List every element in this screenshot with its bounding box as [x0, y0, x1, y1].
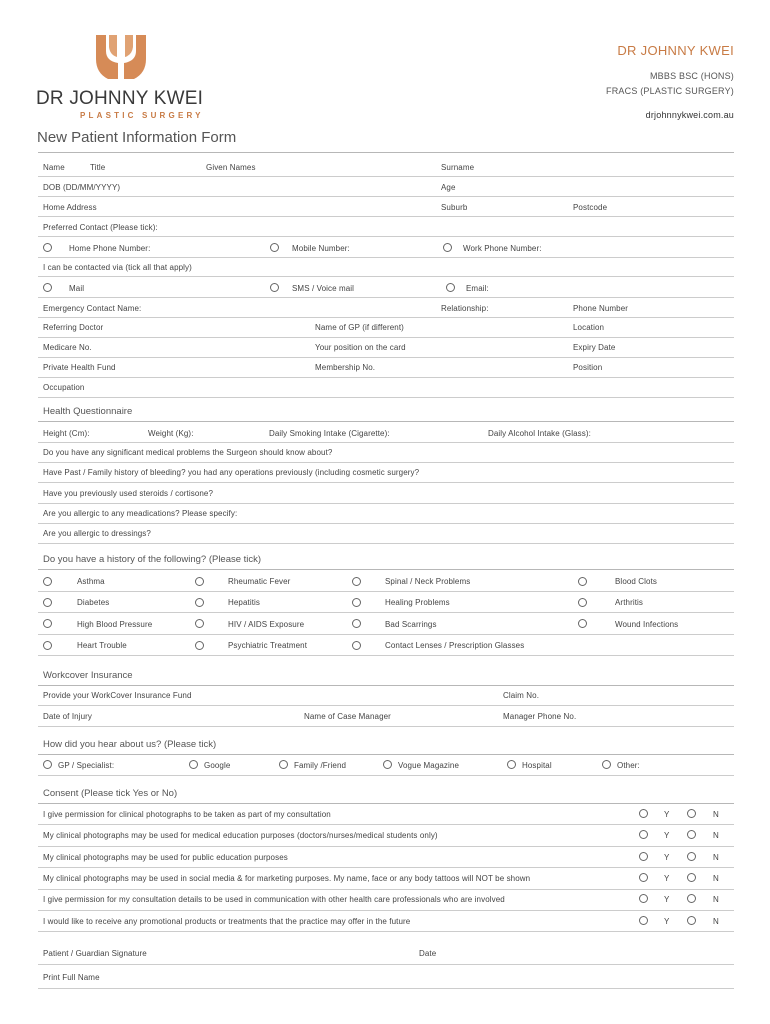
question-medical-problems: Do you have any significant medical problems the Surgeon should know about?: [43, 448, 333, 457]
title-label: Title: [90, 163, 106, 172]
psychiatric-checkbox[interactable]: [195, 641, 204, 650]
occupation-label: Occupation: [43, 383, 85, 392]
hospital-checkbox[interactable]: [507, 760, 516, 769]
hepatitis-checkbox[interactable]: [195, 598, 204, 607]
question-medication-allergy: Are you allergic to any meadications? Please specify:: [43, 509, 238, 518]
consent-yes-radio[interactable]: [639, 916, 648, 925]
section-divider: [38, 421, 734, 422]
diabetes-checkbox[interactable]: [43, 598, 52, 607]
row-divider: [38, 655, 734, 656]
healing-problems-checkbox[interactable]: [352, 598, 361, 607]
sms-checkbox[interactable]: [270, 283, 279, 292]
google-label: Google: [204, 761, 231, 770]
history-rheumatic-fever: Rheumatic Fever: [228, 577, 291, 586]
consent-no-label: N: [713, 895, 719, 904]
consent-yes-label: Y: [664, 810, 670, 819]
referring-doctor-label: Referring Doctor: [43, 323, 104, 332]
brand-logo-subtitle: PLASTIC SURGERY: [80, 111, 204, 120]
history-heart-trouble: Heart Trouble: [77, 641, 127, 650]
consent-item: My clinical photographs may be used for medical education purposes (doctors/nurses/medical students only): [43, 831, 438, 840]
signature-label: Patient / Guardian Signature: [43, 949, 147, 958]
row-divider: [38, 317, 734, 318]
row-divider: [38, 964, 734, 965]
gp-specialist-checkbox[interactable]: [43, 760, 52, 769]
row-divider: [38, 726, 734, 727]
history-blood-clots: Blood Clots: [615, 577, 658, 586]
family-friend-label: Family /Friend: [294, 761, 347, 770]
history-hiv: HIV / AIDS Exposure: [228, 620, 305, 629]
hospital-label: Hospital: [522, 761, 552, 770]
consent-item: I give permission for clinical photographs to be taken as part of my consultation: [43, 810, 331, 819]
name-label: Name: [43, 163, 65, 172]
location-label: Location: [573, 323, 605, 332]
smoking-label: Daily Smoking Intake (Cigarette):: [269, 429, 390, 438]
consent-yes-radio[interactable]: [639, 830, 648, 839]
consent-yes-label: Y: [664, 917, 670, 926]
consent-yes-radio[interactable]: [639, 852, 648, 861]
alcohol-label: Daily Alcohol Intake (Glass):: [488, 429, 591, 438]
history-bad-scarrings: Bad Scarrings: [385, 620, 437, 629]
vogue-label: Vogue Magazine: [398, 761, 460, 770]
row-divider: [38, 196, 734, 197]
postcode-label: Postcode: [573, 203, 608, 212]
google-checkbox[interactable]: [189, 760, 198, 769]
membership-label: Membership No.: [315, 363, 376, 372]
consent-no-radio[interactable]: [687, 852, 696, 861]
row-divider: [38, 523, 734, 524]
row-divider: [38, 931, 734, 932]
consent-yes-radio[interactable]: [639, 873, 648, 882]
injury-date-label: Date of Injury: [43, 712, 92, 721]
heart-trouble-checkbox[interactable]: [43, 641, 52, 650]
section-divider: [38, 803, 734, 804]
consent-no-radio[interactable]: [687, 830, 696, 839]
history-psychiatric: Psychiatric Treatment: [228, 641, 308, 650]
vogue-checkbox[interactable]: [383, 760, 392, 769]
work-phone-label: Work Phone Number:: [463, 244, 542, 253]
consent-yes-label: Y: [664, 853, 670, 862]
arthritis-checkbox[interactable]: [578, 598, 587, 607]
consent-item: I give permission for my consultation details to be used in communication with other health care professionals who are involved: [43, 895, 505, 904]
row-divider: [38, 337, 734, 338]
consent-no-radio[interactable]: [687, 894, 696, 903]
sms-label: SMS / Voice mail: [292, 284, 355, 293]
history-contact-lenses: Contact Lenses / Prescription Glasses: [385, 641, 525, 650]
row-divider: [38, 503, 734, 504]
history-high-blood-pressure: High Blood Pressure: [77, 620, 153, 629]
wound-infections-checkbox[interactable]: [578, 619, 587, 628]
email-checkbox[interactable]: [446, 283, 455, 292]
contact-lenses-checkbox[interactable]: [352, 641, 361, 650]
row-divider: [38, 462, 734, 463]
position-label: Position: [573, 363, 603, 372]
title-divider: [38, 152, 734, 153]
given-names-label: Given Names: [206, 163, 256, 172]
consent-no-label: N: [713, 874, 719, 883]
print-name-label: Print Full Name: [43, 973, 100, 982]
consent-yes-label: Y: [664, 895, 670, 904]
case-manager-label: Name of Case Manager: [304, 712, 391, 721]
mail-label: Mail: [69, 284, 85, 293]
other-checkbox[interactable]: [602, 760, 611, 769]
question-bleeding-history: Have Past / Family history of bleeding? you had any operations previously (including cosmetic surgery?: [43, 468, 420, 477]
question-steroids: Have you previously used steroids / cortisone?: [43, 489, 214, 498]
height-label: Height (Cm):: [43, 429, 90, 438]
consent-heading: Consent (Please tick Yes or No): [43, 788, 178, 799]
header-qualification-2: FRACS (PLASTIC SURGERY): [606, 86, 734, 96]
row-divider: [38, 634, 734, 635]
history-wound-infections: Wound Infections: [615, 620, 679, 629]
email-label: Email:: [466, 284, 489, 293]
row-divider: [38, 612, 734, 613]
consent-no-label: N: [713, 810, 719, 819]
bad-scarrings-checkbox[interactable]: [352, 619, 361, 628]
history-arthritis: Arthritis: [615, 598, 644, 607]
rheumatic-fever-checkbox[interactable]: [195, 577, 204, 586]
claim-number-label: Claim No.: [503, 691, 540, 700]
history-hepatitis: Hepatitis: [228, 598, 261, 607]
relationship-label: Relationship:: [441, 304, 489, 313]
row-divider: [38, 297, 734, 298]
mail-checkbox[interactable]: [43, 283, 52, 292]
row-divider: [38, 276, 734, 277]
manager-phone-label: Manager Phone No.: [503, 712, 577, 721]
row-divider: [38, 543, 734, 544]
consent-no-label: N: [713, 853, 719, 862]
history-healing-problems: Healing Problems: [385, 598, 450, 607]
age-label: Age: [441, 183, 456, 192]
section-divider: [38, 685, 734, 686]
health-fund-label: Private Health Fund: [43, 363, 116, 372]
row-divider: [38, 867, 734, 868]
row-divider: [38, 775, 734, 776]
spinal-checkbox[interactable]: [352, 577, 361, 586]
card-position-label: Your position on the card: [315, 343, 406, 352]
consent-no-label: N: [713, 917, 719, 926]
gp-name-label: Name of GP (if different): [315, 323, 404, 332]
home-phone-radio[interactable]: [43, 243, 52, 252]
consent-no-label: N: [713, 831, 719, 840]
family-friend-checkbox[interactable]: [279, 760, 288, 769]
row-divider: [38, 889, 734, 890]
mobile-radio[interactable]: [270, 243, 279, 252]
brand-logo-name: DR JOHNNY KWEI: [36, 88, 204, 109]
consent-item: I would like to receive any promotional products or treatments that the practice may offer in the future: [43, 917, 411, 926]
phone-number-label: Phone Number: [573, 304, 629, 313]
consent-item: My clinical photographs may be used for public education purposes: [43, 853, 288, 862]
signature-date-label: Date: [419, 949, 437, 958]
history-diabetes: Diabetes: [77, 598, 110, 607]
row-divider: [38, 846, 734, 847]
consent-no-radio[interactable]: [687, 916, 696, 925]
row-divider: [38, 377, 734, 378]
blood-clots-checkbox[interactable]: [578, 577, 587, 586]
surname-label: Surname: [441, 163, 475, 172]
weight-label: Weight (Kg):: [148, 429, 194, 438]
consent-yes-radio[interactable]: [639, 894, 648, 903]
brand-logo-mark-icon: [94, 33, 148, 81]
history-heading: Do you have a history of the following? (Please tick): [43, 554, 262, 565]
row-divider: [38, 236, 734, 237]
hiv-checkbox[interactable]: [195, 619, 204, 628]
row-divider: [38, 910, 734, 911]
header-website-link[interactable]: drjohnnykwei.com.au: [645, 110, 734, 120]
emergency-contact-label: Emergency Contact Name:: [43, 304, 142, 313]
home-address-label: Home Address: [43, 203, 97, 212]
row-divider: [38, 357, 734, 358]
history-spinal: Spinal / Neck Problems: [385, 577, 471, 586]
medicare-label: Medicare No.: [43, 343, 92, 352]
consent-yes-label: Y: [664, 874, 670, 883]
consent-yes-label: Y: [664, 831, 670, 840]
row-divider: [38, 216, 734, 217]
form-title: New Patient Information Form: [37, 129, 237, 146]
health-questionnaire-heading: Health Questionnaire: [43, 406, 133, 417]
consent-no-radio[interactable]: [687, 809, 696, 818]
row-divider: [38, 397, 734, 398]
contact-via-label: I can be contacted via (tick all that apply): [43, 263, 192, 272]
row-divider: [38, 705, 734, 706]
row-divider: [38, 442, 734, 443]
expiry-label: Expiry Date: [573, 343, 616, 352]
consent-item: My clinical photographs may be used in social media & for marketing purposes. My name, face or any body tattoos will NOT be shown: [43, 874, 531, 883]
row-divider: [38, 257, 734, 258]
consent-no-radio[interactable]: [687, 873, 696, 882]
preferred-contact-label: Preferred Contact (Please tick):: [43, 223, 158, 232]
suburb-label: Suburb: [441, 203, 468, 212]
row-divider: [38, 591, 734, 592]
work-phone-radio[interactable]: [443, 243, 452, 252]
referral-source-heading: How did you hear about us? (Please tick): [43, 739, 217, 750]
workcover-fund-label: Provide your WorkCover Insurance Fund: [43, 691, 192, 700]
home-phone-label: Home Phone Number:: [69, 244, 151, 253]
row-divider: [38, 824, 734, 825]
header-qualification-1: MBBS BSC (HONS): [649, 71, 734, 81]
high-blood-pressure-checkbox[interactable]: [43, 619, 52, 628]
other-label: Other:: [617, 761, 640, 770]
workcover-heading: Workcover Insurance: [43, 670, 133, 681]
row-divider: [38, 482, 734, 483]
mobile-label: Mobile Number:: [292, 244, 350, 253]
header-doctor-name: DR JOHNNY KWEI: [617, 43, 734, 58]
section-divider: [38, 754, 734, 755]
consent-yes-radio[interactable]: [639, 809, 648, 818]
dob-label: DOB (DD/MM/YYYY): [43, 183, 121, 192]
history-asthma: Asthma: [77, 577, 105, 586]
row-divider: [38, 176, 734, 177]
section-divider: [38, 569, 734, 570]
row-divider: [38, 988, 734, 989]
question-dressing-allergy: Are you allergic to dressings?: [43, 529, 151, 538]
gp-specialist-label: GP / Specialist:: [58, 761, 115, 770]
asthma-checkbox[interactable]: [43, 577, 52, 586]
